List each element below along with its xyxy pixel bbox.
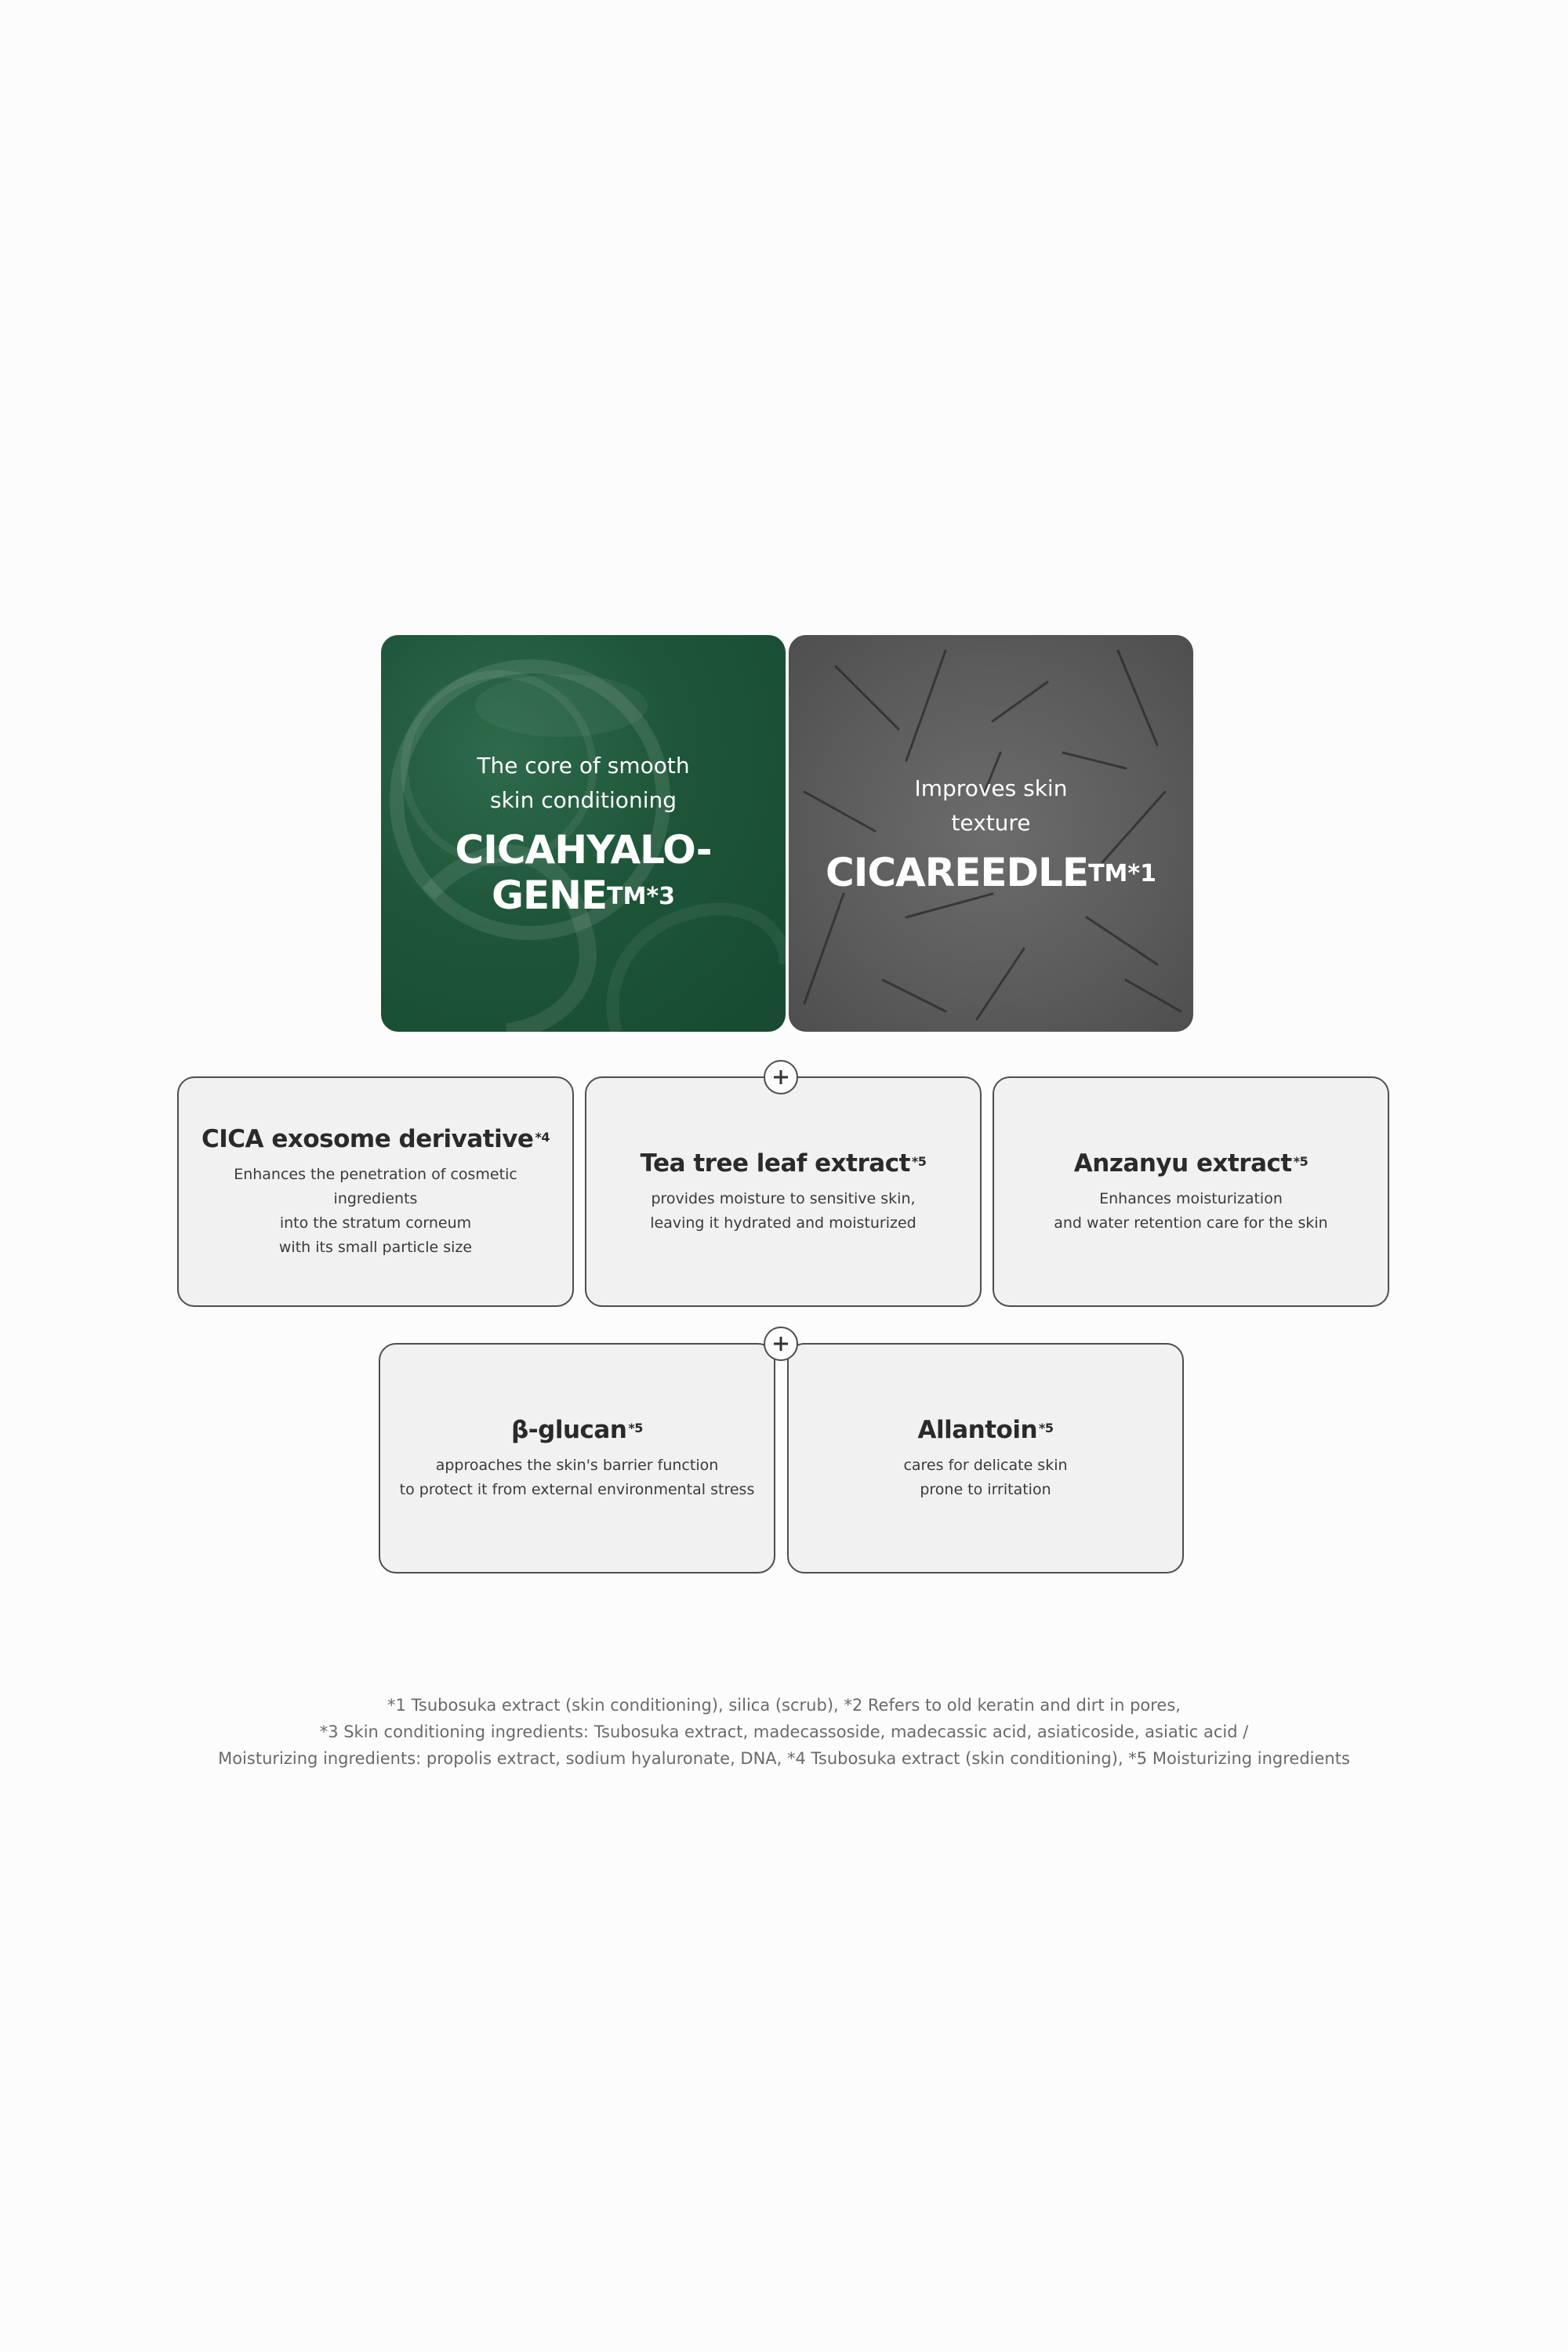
cicareedle-tile (789, 635, 1193, 1032)
ingredient-name: Tea tree leaf extract $^{*5}$ (640, 1149, 927, 1178)
cicareedle-mark: TM*1 (1088, 860, 1156, 887)
cicahyalogene-mark: TM*3 (607, 883, 676, 910)
ingredient-name: CICA exosome derivative $^{*4}$ (201, 1125, 550, 1153)
ingredient-name: Anzanyu extract $^{*5}$ (1073, 1149, 1308, 1178)
cicahyalogene-title: CICAHYALO-$GENE^{TM*3}$ (455, 827, 712, 918)
ingredient-description: approaches the skin's barrier function to protect it from external environmental stress (399, 1457, 755, 1498)
ingredient-card-tea-tree (585, 1076, 982, 1307)
ingredient-name: Allantoin $^{*5}$ (917, 1416, 1054, 1444)
ingredient-card-allantoin (787, 1343, 1184, 1573)
plus-icon (764, 1060, 798, 1094)
footnote-line: *1 Tsubosuka extract (skin conditioning), silica (scrub), *2 Refers to old keratin and dirt in pores, (387, 1696, 1181, 1715)
cicareedle-title: $CICAREEDLE^{TM*1}$ (826, 850, 1156, 895)
ingredient-description: Enhances the penetration of cosmetic ingredients into the stratum corneum with its small particle size (234, 1166, 517, 1256)
ingredient-description: cares for delicate skin prone to irritation (903, 1457, 1068, 1498)
plus-icon (764, 1327, 798, 1361)
ingredient-description: Enhances moisturization and water retention care for the skin (1054, 1190, 1328, 1232)
cicahyalogene-subtitle: The core of smooth skin conditioning (477, 753, 690, 813)
ingredient-name: β-glucan $^{*5}$ (511, 1416, 643, 1444)
ingredient-card-anzanyu (993, 1076, 1389, 1307)
ingredient-card-beta-glucan (379, 1343, 775, 1573)
ingredient-description: provides moisture to sensitive skin, leaving it hydrated and moisturized (650, 1190, 916, 1232)
footnote-line: Moisturizing ingredients: propolis extract, sodium hyaluronate, DNA, *4 Tsubosuka extract (skin conditioning), *5 Moisturizing ingredients (218, 1749, 1350, 1768)
footnotes (118, 1692, 1450, 1772)
cicahyalogene-tile (381, 635, 786, 1032)
cicareedle-subtitle: Improves skin texture (914, 775, 1068, 836)
ingredient-card-cica-exosome (177, 1076, 574, 1307)
footnote-line: *3 Skin conditioning ingredients: Tsubosuka extract, madecassoside, madecassic acid, asiaticoside, asiatic acid / (319, 1722, 1249, 1741)
